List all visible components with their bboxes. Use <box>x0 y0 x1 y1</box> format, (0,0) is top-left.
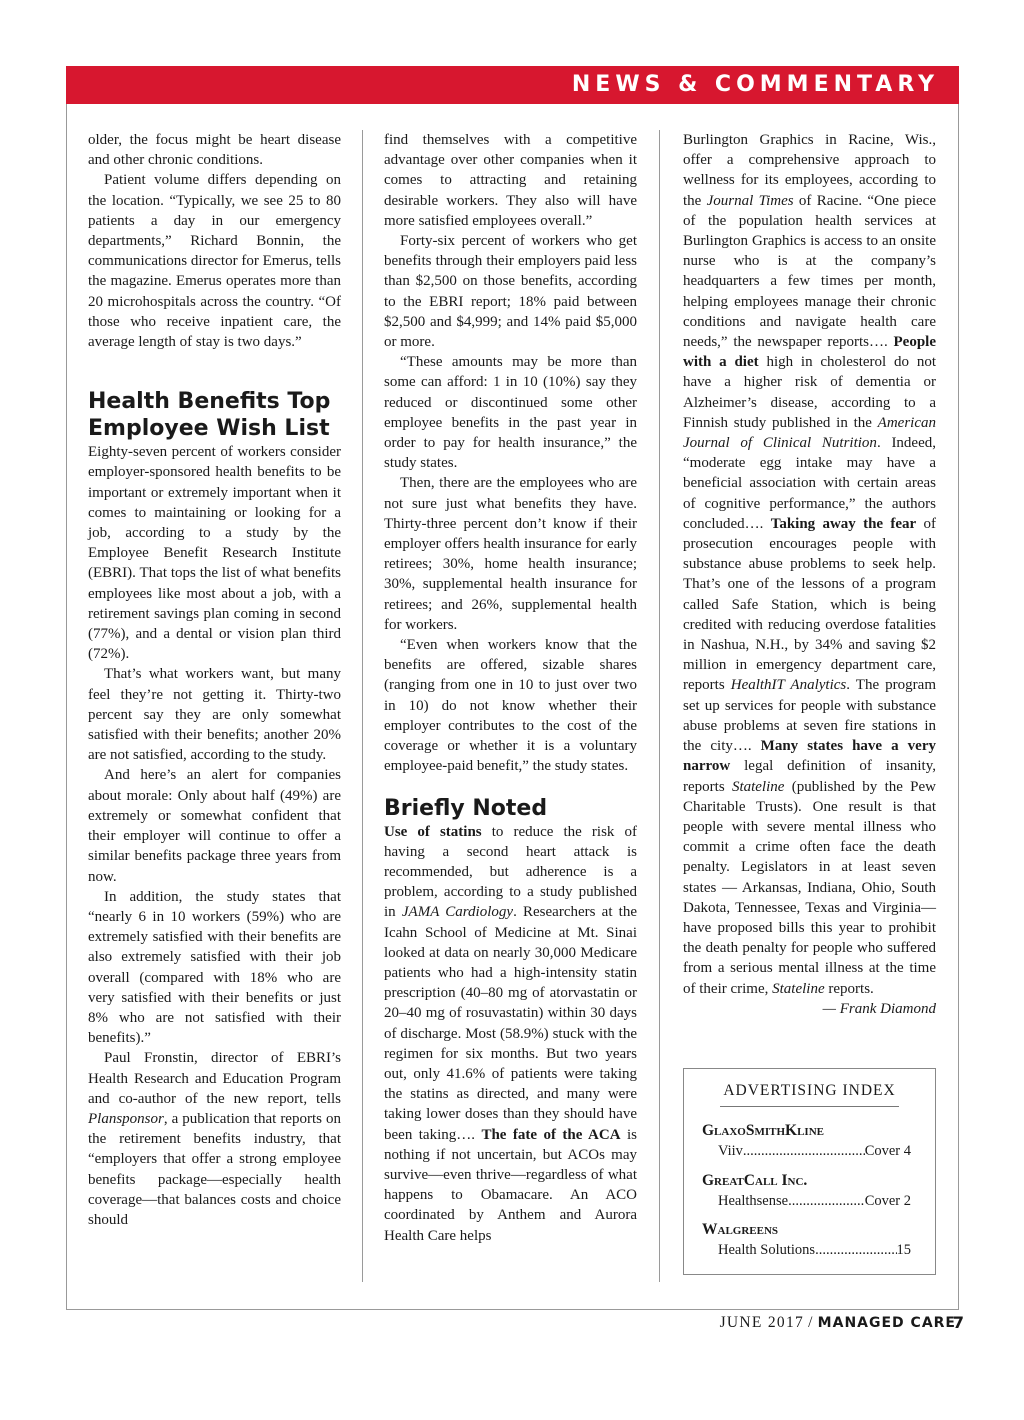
text: Burlington Graphics in Racine, Wis., offer a comprehensive approach to wellness for its employees, according to the <box>683 132 936 209</box>
text: , a publication that reports on the retirement benefits industry, that “employers that offer a strong employee benefits package—especially health coverage—that balances costs and choice should <box>88 1110 341 1228</box>
text: Paul Fronstin, director of EBRI’s Health Research and Education Program and co-author of the new report, tells <box>88 1050 341 1107</box>
paragraph: Eighty-seven percent of workers consider employer-sponsored health benefits to be important or extremely important when it comes to maintaining or looking for a job, according to a study by the Employee Benefit Research Institute (EBRI). That tops the list of what benefits employees like most about a job, with a retirement savings plan coming in second (77%), and a dental or vision plan third (72%). <box>88 444 341 663</box>
divider <box>720 1106 899 1107</box>
paragraph: “These amounts may be more than some can afford: 1 in 10 (10%) say they reduced or discontinued some other employee benefits in the past year in order to pay for health insurance,” the study states. <box>384 354 637 472</box>
ad-page: Cover 4 <box>864 1143 911 1159</box>
text: . The program set up services for people with substance abuse problems at seven fire stations in the city…. <box>683 677 936 755</box>
column-2 <box>384 130 637 1246</box>
lead-in: Many states have a very narrow <box>683 738 936 775</box>
paragraph <box>384 822 637 1246</box>
text: of prosecution encourages people with substance abuse problems to seek help. That’s one of the lessons of a program called Safe Station, which is being credited with reducing overdose fatalities in Nashua, N.H., by 34% and saving $2 million in emergency department care, reports <box>683 515 936 694</box>
text: is nothing if not uncertain, but ACOs may survive—even thrive—regardless of what happens to Obamacare. An ACO coordinated by Anthem and Aurora Health Care helps <box>384 1126 637 1244</box>
advertising-index <box>683 1068 936 1275</box>
lead-in: The fate of the ACA <box>481 1126 621 1143</box>
text: reports. <box>824 980 874 997</box>
text: high in cholesterol do not have a higher risk of dementia or Alzheimer’s disease, according to a Finnish study published in the <box>683 354 936 431</box>
column-1 <box>88 130 341 1230</box>
ad-product: Healthsense <box>718 1193 789 1209</box>
publication-name: HealthIT Analytics <box>730 677 847 694</box>
column-3 <box>683 130 936 1019</box>
publication-name: Journal Times <box>706 192 794 209</box>
dot-leader <box>815 1240 896 1260</box>
issue-date: JUNE 2017 <box>719 1314 805 1331</box>
ad-page: Cover 2 <box>864 1193 911 1209</box>
publication-name: Stateline <box>731 778 785 795</box>
paragraph: older, the focus might be heart disease and other chronic conditions. <box>88 132 341 169</box>
dot-leader <box>743 1141 865 1161</box>
ad-page: 15 <box>896 1242 911 1258</box>
advertiser-name: Walgreens <box>702 1221 779 1238</box>
lead-in: Use of statins <box>384 823 482 840</box>
ad-index-title: ADVERTISING INDEX <box>723 1082 896 1099</box>
magazine-name: MANAGED CARE <box>817 1315 956 1331</box>
section-banner <box>66 66 959 104</box>
paragraph: And here’s an alert for companies about morale: Only about half (49%) are extremely or somewhat confident that their employer will continue to offer a similar benefits package three years from now. <box>88 767 341 885</box>
article-heading: Health Benefits Top Employee Wish List <box>88 389 331 442</box>
ad-index-entry <box>702 1121 911 1161</box>
text: . Indeed, “moderate egg intake may have a beneficial association with certain areas of cognitive performance,” the authors concluded…. <box>683 435 936 532</box>
publication-name: Stateline <box>772 980 825 997</box>
footer-separator: / <box>808 1314 814 1331</box>
text: (published by the Pew Charitable Trusts). One result is that people with severe mental illness who commit a crime often face the death penalty. Legislators in at least seven states — Arkansas, Indiana, Ohio, South Dakota, Tennessee, Texas and Virginia—have proposed bills this year to prohibit the death penalty for people who suffered from a serious mental illness at the time of their crime, <box>683 778 937 997</box>
publication-name: JAMA Cardiology <box>401 904 514 921</box>
paragraph: Patient volume differs depending on the location. “Typically, we see 25 to 80 patients a day in our emergency departments,” Richard Bonnin, the communications director for Emerus, tells the magazine. Emerus operates more than 20 microhospitals across the country. “Of those who receive inpatient care, the average length of stay is two days.” <box>88 172 341 351</box>
ad-product: Health Solutions <box>718 1242 816 1258</box>
page-footer <box>720 1314 956 1332</box>
column-divider <box>362 130 363 1282</box>
article-heading: Briefly Noted <box>384 795 548 821</box>
text: legal definition of insanity, reports <box>683 758 936 795</box>
paragraph: In addition, the study states that “nearly 6 in 10 workers (59%) who are extremely satisfied with their benefits are also extremely satisfied with their job overall (compared with 18% who are very satisfied with their benefits or just 8% who are not satisfied with their benefits).” <box>88 888 341 1047</box>
text: of Racine. “One piece of the population health services at Burlington Graphics is access to an onsite nurse who is at the company’s headquarters a few times per month, helping employees manage their chronic conditions and navigate health care needs,” the newspaper reports…. <box>683 192 936 351</box>
paragraph: Then, there are the employees who are not sure just what benefits they have. Thirty-three percent don’t know if their employer offers health insurance for early retirees; 30%, home health insurance; 30%, supplemental health insurance for retirees; and 26%, supplemental health for workers. <box>384 475 637 633</box>
paragraph: Forty-six percent of workers who get benefits through their employers paid less than $2,500 on those benefits, according to the EBRI report; 18% paid between $2,500 and $4,999; and 14% paid $5,000 or more. <box>384 233 637 351</box>
ad-index-entry <box>702 1220 911 1260</box>
advertiser-name: GlaxoSmithKline <box>702 1122 824 1139</box>
text: to reduce the risk of having a second heart attack is recommended, but adherence is a problem, according to a study published in <box>384 823 637 921</box>
lead-in: People with a diet <box>683 334 936 371</box>
page-number: 7 <box>952 1313 964 1332</box>
paragraph: “Even when workers know that the benefits are offered, sizable shares (ranging from one in 10 to just over two in 10) do not know whether their employer contributes to the cost of the coverage or whether it is a voluntary employee-paid benefit,” the study states. <box>384 637 637 775</box>
dot-leader <box>788 1191 865 1211</box>
publication-name: American Journal of Clinical Nutrition <box>683 414 936 452</box>
column-divider <box>659 130 660 1282</box>
publication-name: Plansponsor <box>88 1110 164 1127</box>
ad-product: Viiv <box>718 1143 743 1159</box>
paragraph <box>88 1048 341 1230</box>
ad-index-entry <box>702 1171 911 1211</box>
section-title: NEWS & COMMENTARY <box>571 72 939 97</box>
lead-in: Taking away the fear <box>770 515 917 532</box>
text: . Researchers at the Icahn School of Medicine at Mt. Sinai looked at data on nearly 30,000 Medicare patients who had a high-intensity statin prescription (40–80 mg of atorvastatin or 20–40 mg of rosuvastatin) within 30 days of discharge. Most (58.9%) stuck with the regimen for six months. But two years out, only 41.6% of patients were taking the statins as directed, and many were taking lower doses than they should have been taking…. <box>384 904 638 1143</box>
advertiser-name: GreatCall Inc. <box>702 1172 808 1189</box>
paragraph <box>683 130 936 999</box>
author-signature: — Frank Diamond <box>822 1000 936 1017</box>
paragraph: That’s what workers want, but many feel they’re not getting it. Thirty-two percent say they are only somewhat satisfied with their benefits; another 20% are not satisfied, according to the study. <box>88 666 341 764</box>
paragraph: find themselves with a competitive advantage over other companies when it comes to attracting and retaining desirable workers. They also will have more satisfied employees overall.” <box>384 132 637 229</box>
